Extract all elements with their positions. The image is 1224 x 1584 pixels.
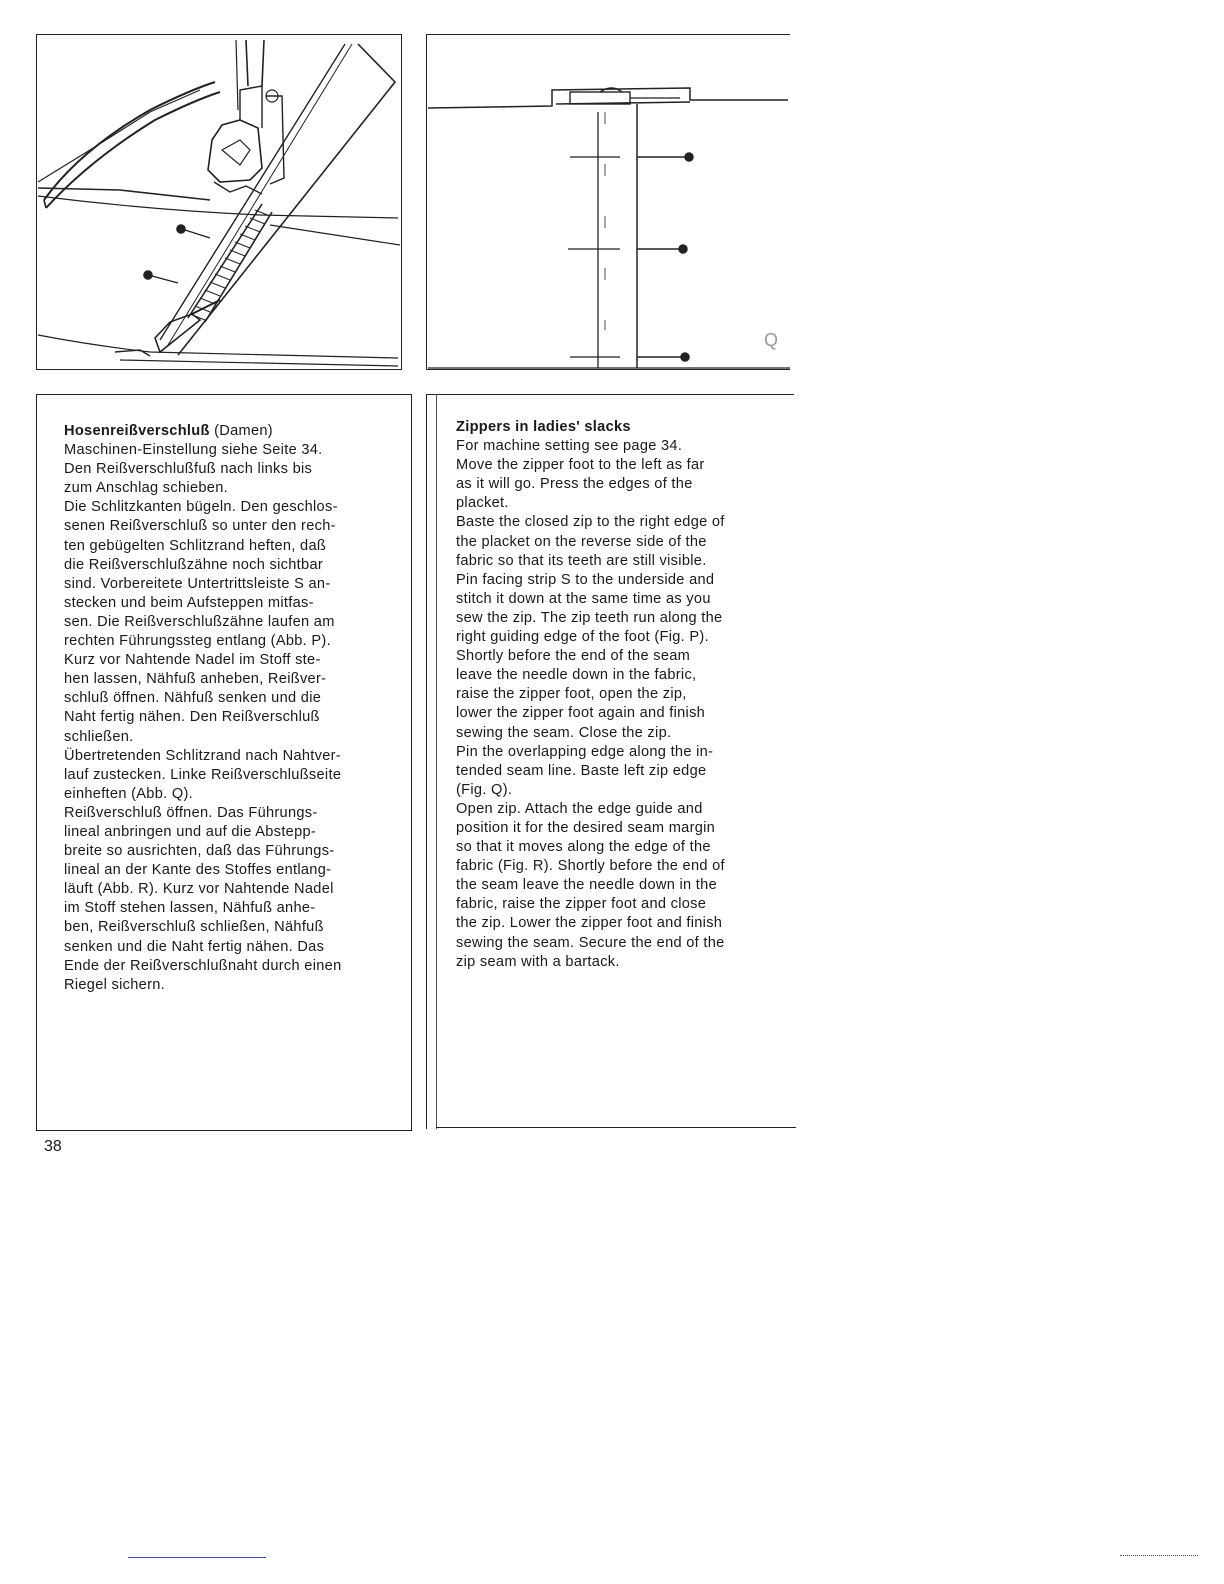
english-box-inner-border (436, 394, 437, 1129)
german-body: Maschinen-Einstellung siehe Seite 34. Den Reißverschlußfuß nach links bis zum Anschlag schieben. Die Schlitzkanten bügeln. Den geschlos- senen Reißverschluß so unter den rech- ten gebügelten Schlitzrand heften, daß die Reißverschlußzähne noch sichtbar sind. Vorbereitete Untertrittsleiste S an- stecken und beim Aufsteppen mitfas- sen. Die Reißverschlußzähne laufen am rechten Führungssteg entlang (Abb. P). Kurz vor Nahtende Nadel im Stoff ste- hen lassen, Nähfuß anheben, Reißver- schluß öffnen. Nähfuß senken und die Naht fertig nähen. Den Reißverschluß schließen. Übertretenden Schlitzrand nach Nahtver- lauf zustecken. Linke Reißverschlußseite einheften (Abb. Q). Reißverschluß öffnen. Das Führungs- lineal anbringen und auf die Abstepp- breite so ausrichten, daß das Führungs- lineal an der Kante des Stoffes entlang- läuft (Abb. R). Kurz vor Nahtende Nadel im Stoff stehen lassen, Nähfuß anhe- ben, Reißverschluß schließen, Nähfuß senken und die Naht fertig nähen. Das Ende der Reißverschlußnaht durch einen Riegel sichern. (64, 442, 342, 993)
english-heading: Zippers in ladies' slacks (456, 419, 631, 435)
bottom-rule-left (128, 1557, 266, 1558)
english-column (456, 418, 786, 972)
english-body: For machine setting see page 34. Move the zipper foot to the left as far as it will go. Press the edges of the placket. Baste the closed zip to the right edge of the placket on the reverse side of the fabric so that its teeth are still visible. Pin facing strip S to the underside and stitch it down at the same time as you sew the zip. The zip teeth run along the right guiding edge of the foot (Fig. P). Shortly before the end of the seam leave the needle down in the fabric, raise the zipper foot, open the zip, lower the zipper foot again and finish sewing the seam. Close the zip. Pin the overlapping edge along the in- tended seam line. Baste left zip edge (Fig. Q). Open zip. Attach the edge guide and position it for the desired seam margin so that it moves along the edge of the fabric (Fig. R). Shortly before the end of the seam leave the needle down in the fabric, raise the zipper foot and close the zip. Lower the zipper foot and finish sewing the seam. Secure the end of the zip seam with a bartack. (456, 438, 725, 970)
english-box-bottom-border (436, 1127, 796, 1128)
figure-q-label: Q (764, 330, 779, 350)
german-column (64, 422, 404, 995)
german-heading-suffix: (Damen) (209, 423, 273, 439)
bottom-rule-right (1120, 1555, 1198, 1556)
german-heading: Hosenreißverschluß (64, 423, 210, 439)
page-number: 38 (44, 1138, 62, 1155)
